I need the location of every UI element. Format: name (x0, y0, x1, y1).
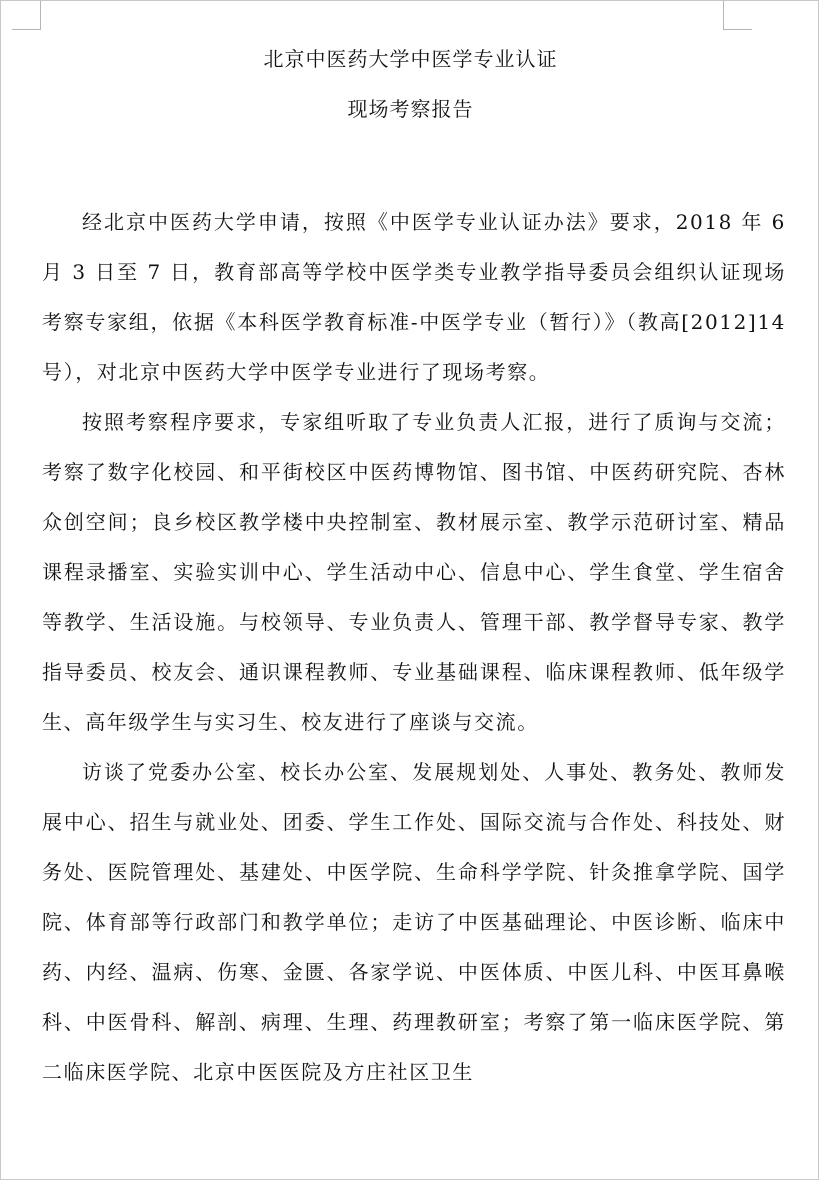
paragraph: 经北京中医药大学申请，按照《中医学专业认证办法》要求，2018 年 6 月 3 日至 7 日，教育部高等学校中医学类专业教学指导委员会组织认证现场考察专家组，依据《本科医学教育标准-中医学专业（暂行）》（教高[2012]14 号），对北京中医药大学中医学专业进行了现场考察。 (42, 210, 786, 384)
paragraph: 按照考察程序要求，专家组听取了专业负责人汇报，进行了质询与交流；考察了数字化校园、和平街校区中医药博物馆、图书馆、中医药研究院、杏林众创空间；良乡校区教学楼中央控制室、教材展示室、教学示范研讨室、精品课程录播室、实验实训中心、学生活动中心、信息中心、学生食堂、学生宿舍等教学、生活设施。与校领导、专业负责人、管理干部、教学督导专家、教学指导委员、校友会、通识课程教师、专业基础课程、临床课程教师、低年级学生、高年级学生与实习生、校友进行了座谈与交流。 (42, 410, 786, 734)
margin-corner-mark-right (723, 1, 752, 30)
document-body (42, 197, 786, 1097)
document-subtitle: 现场考察报告 (347, 97, 474, 121)
document-title: 北京中医药大学中医学专业认证 (263, 47, 558, 71)
paragraph: 访谈了党委办公室、校长办公室、发展规划处、人事处、教务处、教师发展中心、招生与就业处、团委、学生工作处、国际交流与合作处、科技处、财务处、医院管理处、基建处、中医学院、生命科学学院、针灸推拿学院、国学院、体育部等行政部门和教学单位；走访了中医基础理论、中医诊断、临床中药、内经、温病、伤寒、金匮、各家学说、中医体质、中医儿科、中医耳鼻喉科、中医骨科、解剖、病理、生理、药理教研室；考察了第一临床医学院、第二临床医学院、北京中医医院及方庄社区卫生 (42, 760, 786, 1084)
margin-corner-mark-left (12, 1, 41, 30)
